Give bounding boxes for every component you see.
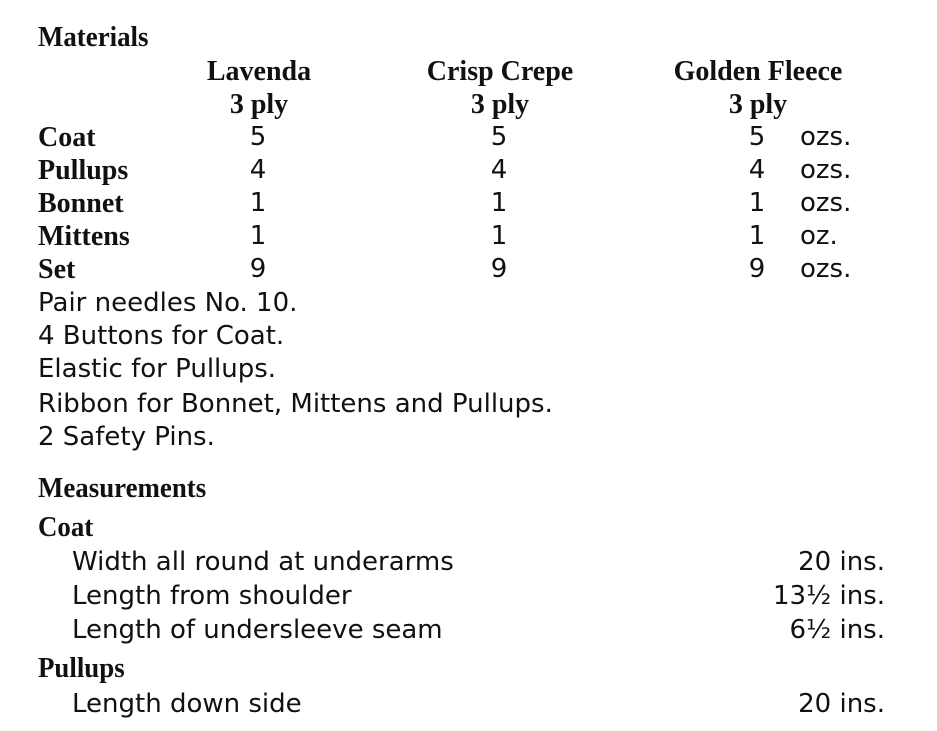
measurements-heading: Measurements — [38, 473, 207, 504]
measurement-value: 20 ins. — [798, 689, 885, 719]
measurement-value: 6½ ins. — [789, 615, 885, 645]
note-needles: Pair needles No. 10. — [38, 288, 298, 318]
table-cell: 4 — [249, 155, 267, 185]
column-header-golden-fleece — [638, 55, 878, 121]
materials-heading: Materials — [38, 22, 149, 53]
column-ply: 3 ply — [728, 89, 788, 120]
table-cell: 1 — [748, 221, 766, 251]
measurement-value: 13½ ins. — [772, 581, 885, 611]
table-cell: 1 — [249, 221, 267, 251]
note-ribbon: Ribbon for Bonnet, Mittens and Pullups. — [38, 389, 553, 419]
unit-label: ozs. — [800, 155, 852, 185]
table-cell: 4 — [490, 155, 508, 185]
measurement-label: Length down side — [72, 689, 302, 719]
table-cell: 1 — [249, 188, 267, 218]
table-cell: 9 — [490, 254, 508, 284]
table-cell: 5 — [748, 122, 766, 152]
column-header-crisp-crepe — [380, 55, 620, 121]
table-cell: 5 — [249, 122, 267, 152]
measurement-value: 20 ins. — [798, 547, 885, 577]
row-label-mittens: Mittens — [38, 221, 130, 252]
measurement-label: Length from shoulder — [72, 581, 352, 611]
column-ply: 3 ply — [470, 89, 530, 120]
table-cell: 9 — [249, 254, 267, 284]
column-name: Lavenda — [206, 56, 312, 87]
table-cell: 4 — [748, 155, 766, 185]
measurement-label: Length of undersleeve seam — [72, 615, 443, 645]
coat-subheading: Coat — [38, 512, 94, 543]
unit-label: ozs. — [800, 188, 852, 218]
table-cell: 1 — [748, 188, 766, 218]
note-buttons: 4 Buttons for Coat. — [38, 321, 285, 351]
column-ply: 3 ply — [229, 89, 289, 120]
column-name: Golden Fleece — [673, 56, 843, 87]
note-elastic: Elastic for Pullups. — [38, 354, 277, 384]
row-label-coat: Coat — [38, 122, 96, 153]
table-cell: 5 — [490, 122, 508, 152]
unit-label: ozs. — [800, 254, 852, 284]
row-label-bonnet: Bonnet — [38, 188, 124, 219]
unit-label: oz. — [800, 221, 838, 251]
table-cell: 1 — [490, 221, 508, 251]
note-safety-pins: 2 Safety Pins. — [38, 422, 215, 452]
table-cell: 9 — [748, 254, 766, 284]
column-header-lavenda — [139, 55, 379, 121]
row-label-set: Set — [38, 254, 76, 285]
table-cell: 1 — [490, 188, 508, 218]
pullups-subheading: Pullups — [38, 653, 125, 684]
row-label-pullups: Pullups — [38, 155, 129, 186]
unit-label: ozs. — [800, 122, 852, 152]
column-name: Crisp Crepe — [426, 56, 574, 87]
measurement-label: Width all round at underarms — [72, 547, 454, 577]
